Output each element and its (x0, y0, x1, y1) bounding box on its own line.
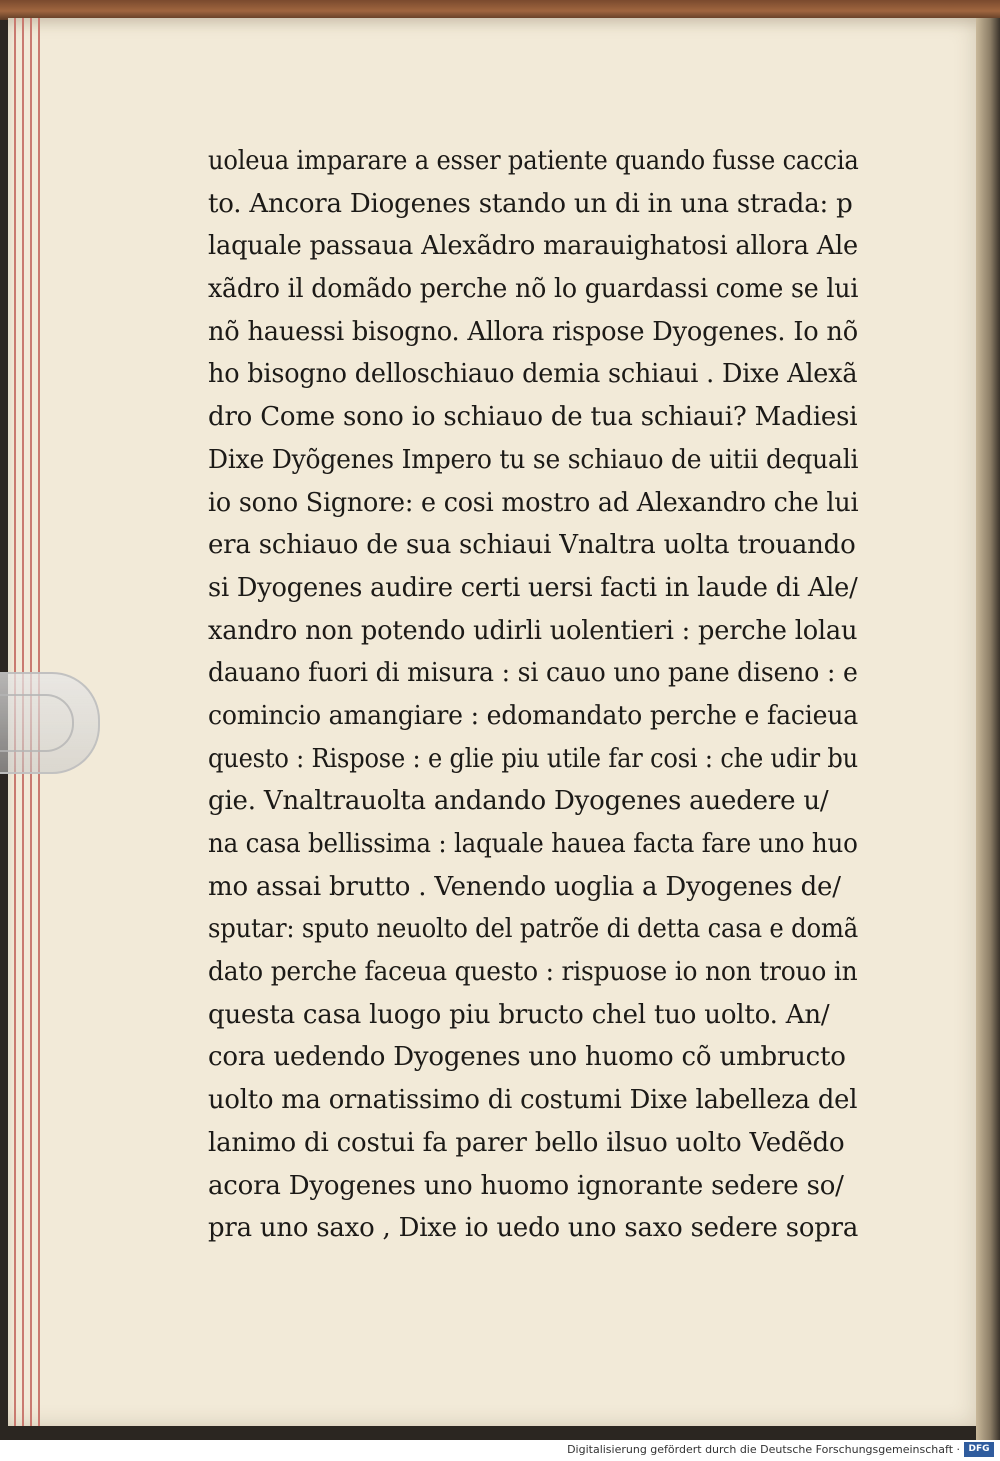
text-line: era schiauo de sua schiaui Vnaltra uolta trouando (208, 530, 856, 561)
text-line: uoleua imparare a esser patiente quando fusse caccia (208, 146, 859, 176)
text-line: to. Ancora Diogenes stando un di in una strada: p (208, 188, 853, 219)
dfg-logo-icon: DFG (964, 1442, 994, 1457)
text-line: na casa bellissima : laquale hauea facta fare uno huo (208, 829, 858, 859)
text-line: pra uno saxo , Dixe io uedo uno saxo sedere sopra (208, 1213, 859, 1244)
text-line: ho bisogno delloschiauo demia schiaui . Dixe Alexã (208, 359, 858, 390)
text-line: questo : Rispose : e glie piu utile far cosi : che udir bu (208, 743, 859, 774)
text-line: nõ hauessi bisogno. Allora rispose Dyogenes. Io nõ (208, 316, 858, 347)
plastic-clip-inner-icon (0, 694, 74, 752)
text-line: comincio amangiare : edomandato perche e facieua (208, 700, 859, 731)
book-gutter-right-edge (976, 18, 1000, 1440)
text-line: Dixe Dyõgenes Impero tu se schiauo de uitii dequali (208, 444, 859, 475)
body-text (208, 140, 858, 1250)
text-line: gie. Vnaltrauolta andando Dyogenes auedere u/ (208, 786, 829, 817)
text-line: io sono Signore: e cosi mostro ad Alexandro che lui (208, 487, 859, 518)
text-line: acora Dyogenes uno huomo ignorante sedere so/ (208, 1170, 844, 1201)
text-line: uolto ma ornatissimo di costumi Dixe labelleza del (208, 1085, 858, 1116)
text-line: xãdro il domãdo perche nõ lo guardassi come se lui (208, 274, 859, 305)
text-line: questa casa luogo piu bructo chel tuo uolto. An/ (208, 999, 830, 1030)
text-line: dro Come sono io schiauo de tua schiaui? Madiesi (208, 402, 858, 433)
text-line: laquale passaua Alexãdro marauighatosi allora Ale (208, 231, 858, 262)
text-line: lanimo di costui fa parer bello ilsuo uolto Vedẽdo (208, 1127, 845, 1158)
dfg-credit-text: Digitalisierung gefördert durch die Deutsche Forschungsgemeinschaft · (567, 1443, 960, 1456)
text-line: sputar: sputo neuolto del patrõe di detta casa e domã (208, 914, 859, 945)
text-line: dauano fuori di misura : si cauo uno pane diseno : e (208, 658, 858, 689)
text-line: mo assai brutto . Venendo uoglia a Dyogenes de/ (208, 871, 841, 902)
book-cover-top-edge (0, 0, 1000, 20)
text-line: cora uedendo Dyogenes uno huomo cõ umbructo (208, 1042, 846, 1073)
digitization-footer (0, 1440, 1000, 1461)
text-line: xandro non potendo udirli uolentieri : perche lolau (208, 615, 858, 646)
text-line: si Dyogenes audire certi uersi facti in laude di Ale/ (208, 572, 858, 603)
text-line: dato perche faceua questo : rispuose io non trouo in (208, 957, 858, 988)
